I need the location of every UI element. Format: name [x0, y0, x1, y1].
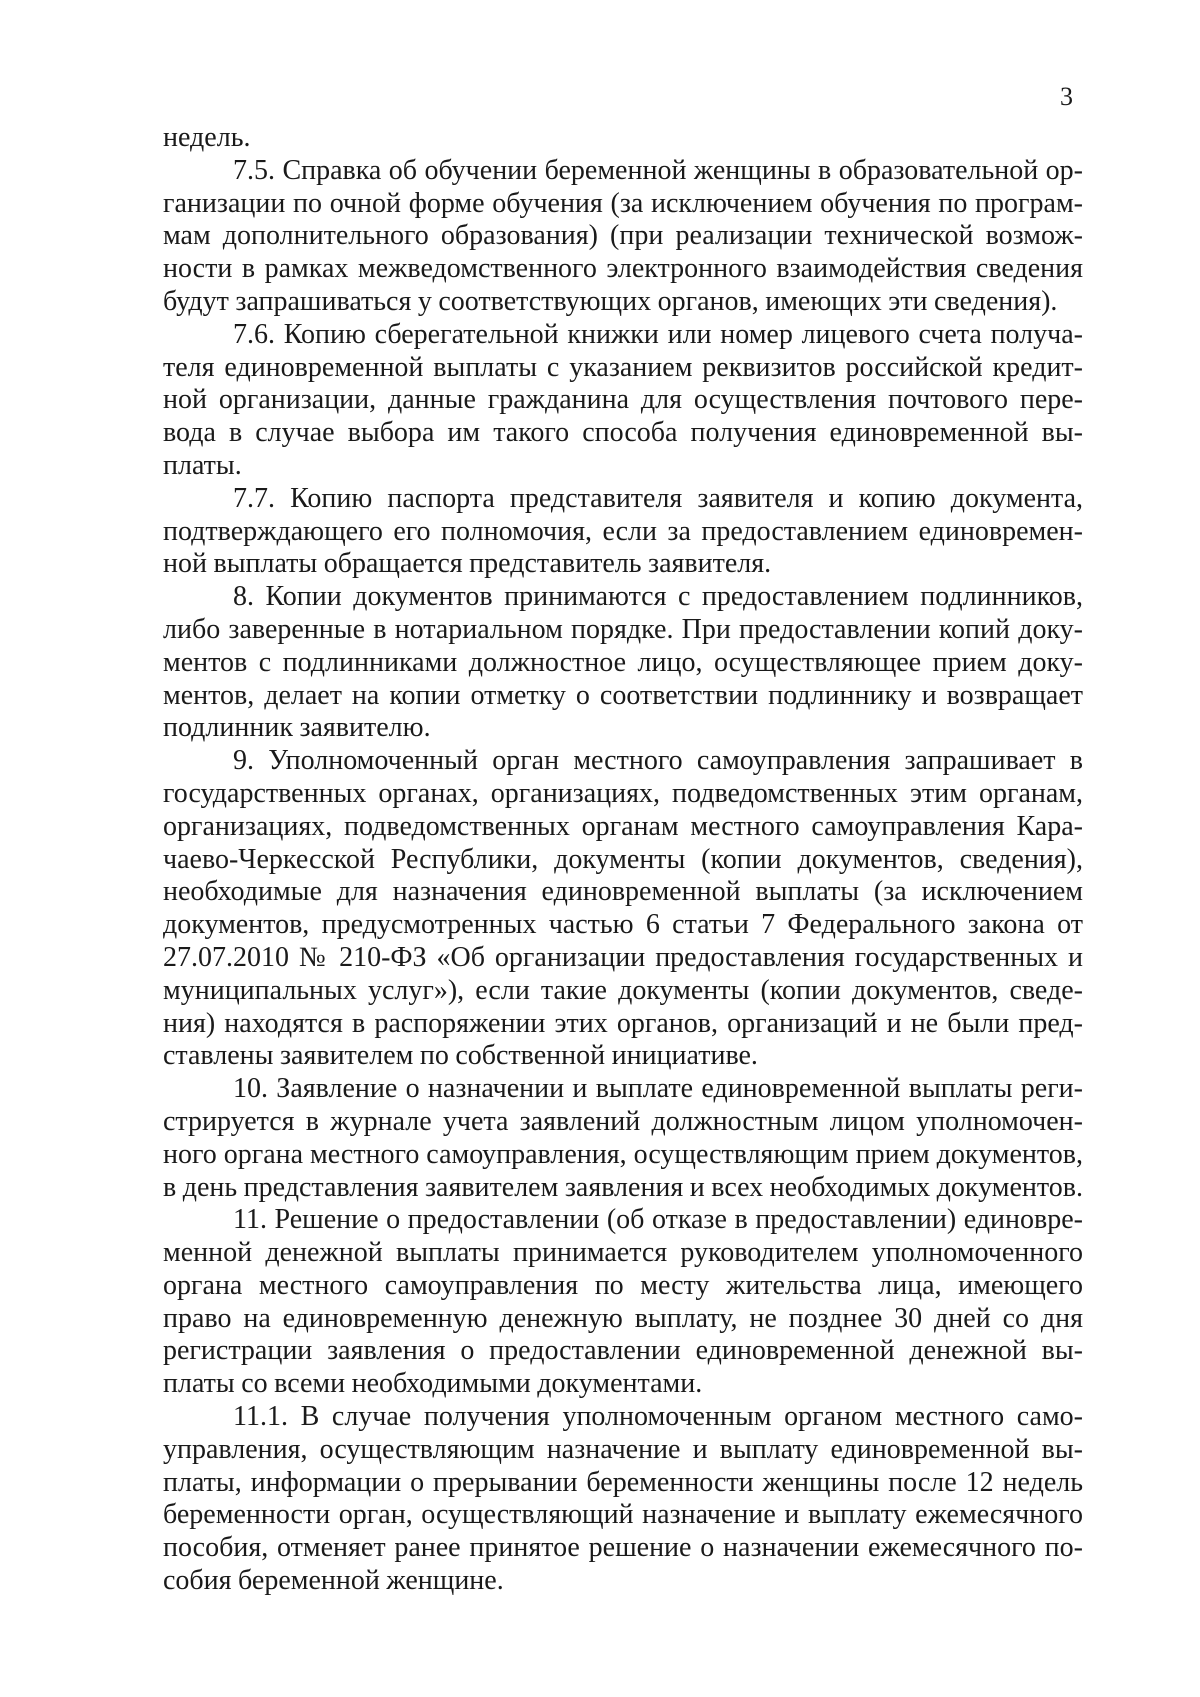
paragraph-8: 8. Копии документов принимаются с предоставлением подлинников, либо заверенные в нотариальном порядке. При предоставлении копий документов с подлинниками должностное лицо, осуществляющее прием документов, делает на копии отметку о соответствии подлиннику и возвращает подлинник заявителю.: [163, 581, 1083, 744]
paragraph-continuation: недель.: [163, 122, 251, 153]
page-number: 3: [1060, 82, 1073, 111]
paragraph-7-7: 7.7. Копию паспорта представителя заявителя и копию документа, подтверждающего его полномочия, если за предоставлением единовременной выплаты обращается представитель заявителя.: [163, 482, 1083, 580]
paragraph-7-6: 7.6. Копию сберегательной книжки или номер лицевого счета получателя единовременной выплаты с указанием реквизитов российской кредитной организации, данные гражданина для осуществления почтового перевода в случае выбора им такого способа получения единовременной выплаты.: [163, 318, 1083, 481]
paragraph-10: 10. Заявление о назначении и выплате единовременной выплаты регистрируется в журнале учета заявлений должностным лицом уполномоченного органа местного самоуправления, осуществляющим прием документов, в день представления заявителем заявления и всех необходимых документов.: [163, 1073, 1083, 1203]
paragraph-7-5: 7.5. Справка об обучении беременной женщины в образовательной организации по очной форме обучения (за исключением обучения по программам дополнительного образования) (при реализации технической возможности в рамках межведомственного электронного взаимодействия сведения будут запрашиваться у соответствующих органов, имеющих эти сведения).: [163, 154, 1083, 317]
paragraph-11-1: 11.1. В случае получения уполномоченным органом местного самоуправления, осуществляющим назначение и выплату единовременной выплаты, информации о прерывании беременности женщины после 12 недель беременности орган, осуществляющий назначение и выплату ежемесячного пособия, отменяет ранее принятое решение о назначении ежемесячного пособия беременной женщине.: [163, 1401, 1083, 1597]
paragraph-9: 9. Уполномоченный орган местного самоуправления запрашивает в государственных органах, организациях, подведомственных этим органам, организациях, подведомственных органам местного самоуправления Карачаево-Черкесской Республики, документы (копии документов, сведения), необходимые для назначения единовременной выплаты (за исключением документов, предусмотренных частью 6 статьи 7 Федерального закона от 27.07.2010 № 210-ФЗ «Об организации предоставления государственных и муниципальных услуг»), если такие документы (копии документов, сведения) находятся в распоряжении этих органов, организаций и не были представлены заявителем по собственной инициативе.: [163, 745, 1083, 1072]
paragraph-11: 11. Решение о предоставлении (об отказе в предоставлении) единовременной денежной выплаты принимается руководителем уполномоченного органа местного самоуправления по месту жительства лица, имеющего право на единовременную денежную выплату, не позднее 30 дней со дня регистрации заявления о предоставлении единовременной денежной выплаты со всеми необходимыми документами.: [163, 1204, 1083, 1400]
document-body: [163, 122, 1083, 1598]
